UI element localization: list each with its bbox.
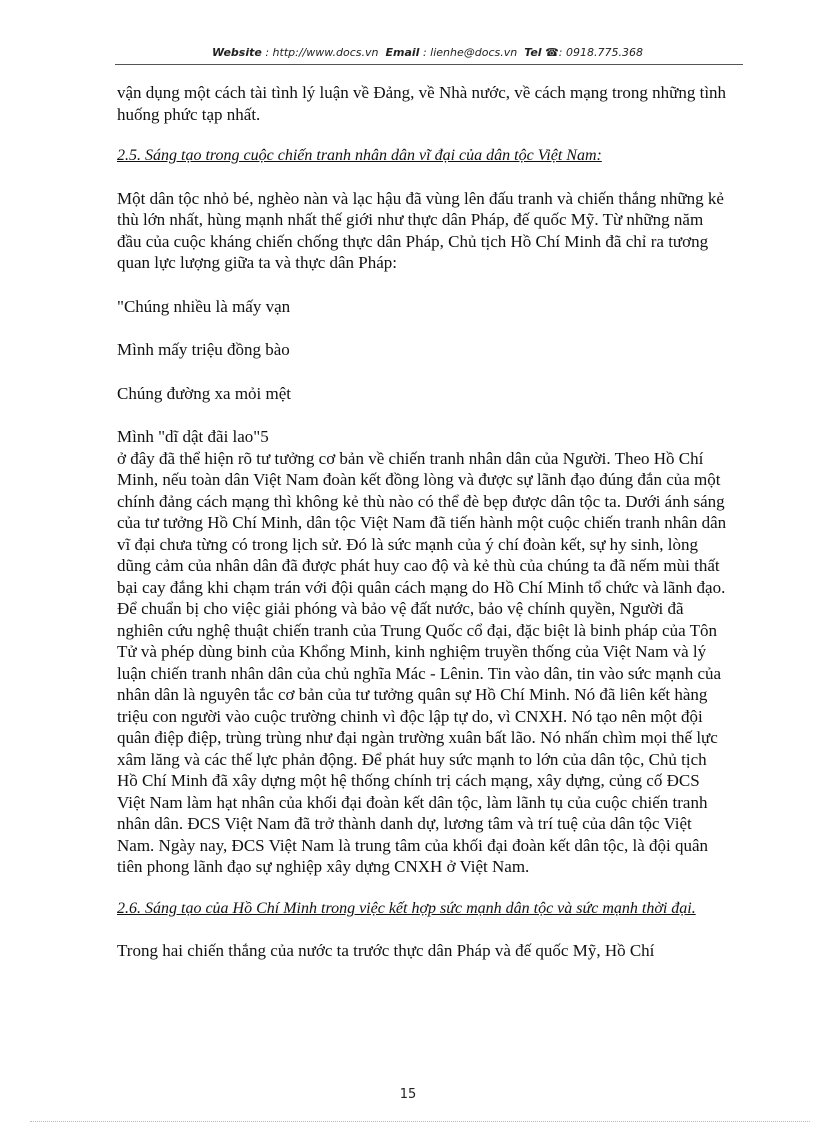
tel-value: : 0918.775.368 — [558, 46, 643, 59]
email-value: : lienhe@docs.vn — [422, 46, 518, 59]
page-content — [117, 82, 727, 962]
paragraph-two-victories: Trong hai chiến thắng của nước ta trước thực dân Pháp và đế quốc Mỹ, Hồ Chí — [117, 941, 655, 960]
website-label: Website — [212, 46, 262, 59]
telephone-icon: ☎ — [545, 46, 559, 59]
bottom-divider — [30, 1121, 810, 1122]
paragraph-intro: vận dụng một cách tài tình lý luận về Đảng, về Nhà nước, về cách mạng trong những tình huống phức tạp nhất. — [117, 83, 727, 124]
website-value: : http://www.docs.vn — [265, 46, 379, 59]
header-divider — [115, 64, 743, 65]
paragraph-people-war: Một dân tộc nhỏ bé, nghèo nàn và lạc hậu đã vùng lên đấu tranh và chiến thắng những kẻ thù lớn nhất, hùng mạnh nhất thế giới như thực dân Pháp, đế quốc Mỹ. Từ những năm đầu của cuộc kháng chiến chống thực dân Pháp, Chủ tịch Hồ Chí Minh đã chỉ ra tương quan lực lượng giữa ta và thực dân Pháp: — [117, 188, 724, 272]
paragraph-analysis: ở đây đã thể hiện rõ tư tưởng cơ bản về chiến tranh nhân dân của Người. Theo Hồ Chí Minh, nếu toàn dân Việt Nam đoàn kết đồng lòng và được sự lãnh đạo đúng đắn của một chính đảng cách mạng thì không kẻ thù nào có thể đè bẹp được dân tộc ta. Dưới ánh sáng của tư tưởng Hồ Chí Minh, dân tộc Việt Nam đã tiến hành một cuộc chiến tranh nhân dân vĩ đại chưa từng có trong lịch sử. Đó là sức mạnh của ý chí đoàn kết, sự hy sinh, lòng dũng cảm của nhân dân đã được phát huy cao độ và kẻ thù của chúng ta đã nếm mùi thất bại cay đắng khi chạm trán với đội quân cách mạng do Hồ Chí Minh tổ chức và lãnh đạo. Để chuẩn bị cho việc giải phóng và bảo vệ đất nước, bảo vệ chính quyền, Người đã nghiên cứu nghệ thuật chiến tranh của Trung Quốc cổ đại, đặc biệt là binh pháp của Tôn Tử và phép dùng binh của Khổng Minh, kinh nghiệm truyền thống của Việt Nam và lý luận chiến tranh nhân dân của chủ nghĩa Mác - Lênin. Tin vào dân, tin vào sức mạnh của nhân dân là nguyên tắc cơ bản của tư tưởng quân sự Hồ Chí Minh. Nó đã liên kết hàng triệu con người vào cuộc trường chinh vì độc lập tự do, vì CNXH. Nó tạo nên một đội quân điệp điệp, trùng trùng như đại ngàn trường xuân bất lão. Nó nhấn chìm mọi thế lực xâm lăng và các thế lực phản động. Để phát huy sức mạnh to lớn của dân tộc, Chủ tịch Hồ Chí Minh đã xây dựng một hệ thống chính trị cách mạng, xây dựng, củng cố ĐCS Việt Nam làm hạt nhân của khối đại đoàn kết dân tộc, làm lãnh tụ của cuộc chiến tranh nhân dân. ĐCS Việt Nam đã trở thành danh dự, lương tâm và trí tuệ của dân tộc Việt Nam. Ngày nay, ĐCS Việt Nam là trung tâm của khối đại đoàn kết dân tộc, là đội quân tiên phong lãnh đạo sự nghiệp xây dựng CNXH ở Việt Nam. — [117, 448, 727, 876]
tel-label: Tel — [524, 46, 542, 59]
poem-line-1: "Chúng nhiều là mấy vạn — [117, 296, 291, 316]
section-heading-2-6: 2.6. Sáng tạo của Hồ Chí Minh trong việc kết hợp sức mạnh dân tộc và sức mạnh thời đại. — [117, 899, 696, 917]
page-header — [115, 46, 740, 59]
page-number: 15 — [399, 1087, 417, 1102]
poem-line-3: Chúng đường xa mỏi mệt — [117, 383, 292, 403]
poem-line-4: Mình "dĩ dật đãi lao"5 — [117, 427, 269, 446]
email-label: Email — [385, 46, 420, 59]
section-heading-2-5: 2.5. Sáng tạo trong cuộc chiến tranh nhân dân vĩ đại của dân tộc Việt Nam: — [117, 147, 602, 164]
poem-line-2: Mình mấy triệu đồng bào — [117, 340, 290, 359]
